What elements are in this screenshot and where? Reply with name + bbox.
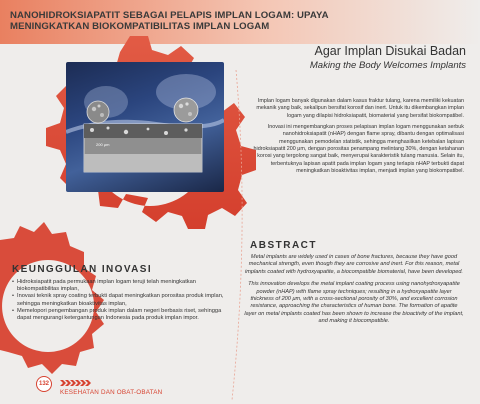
advantages-heading: KEUNGGULAN INOVASI [12, 264, 153, 275]
powder-particle-icon [87, 101, 109, 123]
abstract-heading: ABSTRACT [250, 240, 317, 251]
list-item: • Memelopori pengembangan produk implan dalam negeri berbasis riset, sehingga dapat mengurangi ketergantungan Indonesia pada produk implan impor. [12, 308, 232, 322]
headline-subtitle: Making the Body Welcomes Implants [309, 60, 466, 71]
list-item: • Inovasi teknik spray coating terbukti dapat meningkatkan porositas produk implan, sehingga meningkatkan bioaktivitas implan, [12, 293, 232, 307]
abstract-paragraph: This innovation develops the metal implant coating process using nanohydroxyapatite powder (nHAP) with flame spray techniques; resulting in a hydroxyapatite layer thickness of 200 μm, with a cross-sectional porosity of 30%, and excellent corrosion resistance, approaching the characteristics of human bone. The formation of apatite layer on metal implants coated has been shown to increase the bioactivity of the implant, and making it biocompatible. [244, 281, 464, 325]
body-paragraph: Inovasi ini mengembangkan proses pelapisan implan logam menggunakan serbuk nanohidroksiapatit (nHAP) dengan flame spray, dibantu dengan optimalisasi menggunakan pemodelan statistik, sehingga menghasilkan ketebalan lapisan hidroksiapatit 200 μm, dengan porositas penampang melintang 30%, dengan ketahanan korosi yang tergolong sangat baik, menyerupai karakteristik tulang manusia. Selain itu, terbentuknya lapisan apatit pada implan logam yang terlapis nHAP terbukti dapat meningkatkan bioaktivitas implan, menjadi implan yang biokompatibel. [253, 123, 464, 175]
headline-main: Agar Implan Disukai Badan [314, 44, 466, 58]
implant-micrograph-photo [66, 62, 224, 192]
page-number-badge: 132 [36, 376, 52, 392]
abstract-paragraph: Metal implants are widely used in cases of bone fractures, because they have good mechanical strength, even though they are corrosive and inert. For this reason, metal implants coated with hydroxyapatite, a biocompatible biomaterial, have been developed. [245, 254, 463, 275]
advantages-list [12, 279, 232, 322]
page-title: NANOHIDROKSIAPATIT SEBAGAI PELAPIS IMPLAN LOGAM: UPAYA MENINGKATKAN BIOKOMPATIBILITAS IMPLAN LOGAM [10, 10, 329, 32]
headline [310, 44, 466, 71]
abstract-text [244, 254, 464, 331]
coating-particle-icon [174, 98, 198, 122]
body-text-indonesian [252, 98, 464, 179]
micrograph-scale-label: 200 μm [96, 142, 110, 147]
body-paragraph: Implan logam banyak digunakan dalam kasus fraktur tulang, karena memiliki kekuatan mekanik yang baik, sekalipun bersifat korosif dan inert. Untuk itu dikembangkan implan logam yang dilapisi hidroksiapatit, biomaterial yang bersifat biokompatibel. [256, 98, 464, 119]
list-item: • Hidroksiapatit pada permukaan implan logam teruji telah meningkatkan biokompatibilitas implan, [12, 279, 232, 293]
chevron-row-icon [60, 380, 94, 386]
footer-category: KESEHATAN DAN OBAT-OBATAN [60, 389, 163, 396]
